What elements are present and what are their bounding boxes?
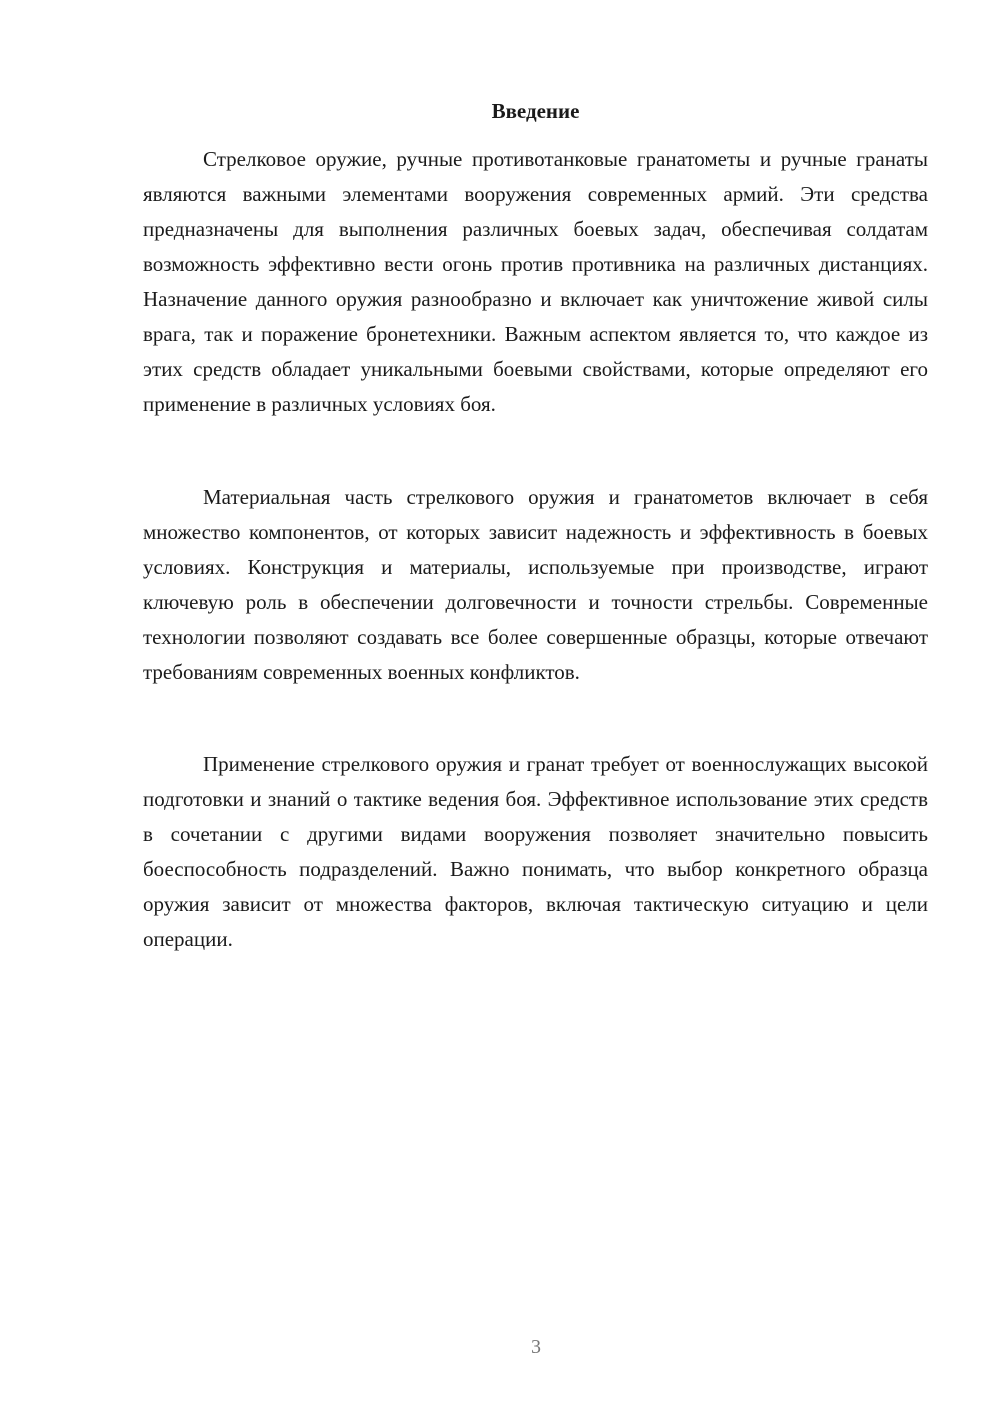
- paragraph-1: Стрелковое оружие, ручные противотанковые гранатометы и ручные гранаты являются важными элементами вооружения современных армий. Эти средства предназначены для выполнения различных боевых задач, обеспечивая солдатам возможность эффективно вести огонь против противника на различных дистанциях. Назначение данного оружия разнообразно и включает как уничтожение живой силы врага, так и поражение бронетехники. Важным аспектом является то, что каждое из этих средств обладает уникальными боевыми свойствами, которые определяют его применение в различных условиях боя.: [143, 147, 928, 416]
- paragraph-2: Материальная часть стрелкового оружия и гранатометов включает в себя множество компонентов, от которых зависит надежность и эффективность в боевых условиях. Конструкция и материалы, используемые при производстве, играют ключевую роль в обеспечении долговечности и точности стрельбы. Современные технологии позволяют создавать все более совершенные образцы, которые отвечают требованиям современных военных конфликтов.: [143, 485, 928, 684]
- section-title: Введение: [491, 99, 580, 123]
- page-number: 3: [531, 1336, 541, 1358]
- paragraph-3: Применение стрелкового оружия и гранат требует от военнослужащих высокой подготовки и знаний о тактике ведения боя. Эффективное использование этих средств в сочетании с другими видами вооружения позволяет значительно повысить боеспособность подразделений. Важно понимать, что выбор конкретного образца оружия зависит от множества факторов, включая тактическую ситуацию и цели операции.: [143, 752, 928, 951]
